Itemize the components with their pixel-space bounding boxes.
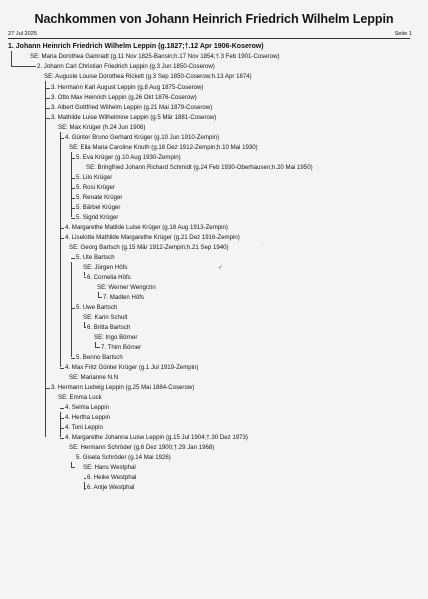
descendant-entry: 5. Uwe Bartsch [76,304,118,311]
tree-connector [45,88,50,89]
tree-connector [95,347,100,348]
page-number: Seite 1 [394,31,412,37]
spouse-entry: SE: Jürgen Höfs [83,264,128,271]
scan-speck: · [262,241,264,247]
descendant-entry: 5. Eva Krüger (g.10 Aug 1930-Zempin) [76,154,181,161]
tree-connector [71,258,75,259]
spouse-entry: SE: Hermann Schröder (g.6 Dez 1900;†.29 Jan 1968) [69,444,215,451]
descendant-entry: 4. Günter Bruno Gerhard Krüger (g.10 Jun 1910-Zempin) [65,134,220,141]
descendant-entry: 3. Mathilde Luise Wilhelmine Leppin (g.5 Mär 1881-Coserow) [51,114,217,121]
descendant-entry: 3. Albert Gottfried Wilhelm Leppin (g.21 Mai 1879-Coserow) [51,104,213,111]
descendant-entry: 2. Johann Carl Christian Friedrich Leppin (g.3 Jun 1850-Coserow) [37,63,215,70]
tree-connector [84,488,86,489]
descendant-entry: 7. Thim Börner [101,344,142,351]
tree-connector [45,81,46,437]
tree-connector [60,428,64,429]
tree-connector [71,198,75,199]
descendant-entry: 4. Max Fritz Günter Krüger (g.1 Jul 1919-Zempin) [65,364,199,371]
scan-speck: ✓ [218,265,224,271]
tree-connector [60,438,64,439]
descendant-entry: 5. Benno Bartsch [76,354,123,361]
descendant-entry: 5. Rosi Krüger [76,184,115,191]
descendant-entry: 5. Bärbel Krüger [76,204,121,211]
tree-connector [60,228,64,229]
tree-connector [60,238,64,239]
tree-connector [45,118,50,119]
tree-connector [98,297,102,298]
tree-connector [71,467,75,468]
tree-connector [60,132,61,367]
spouse-entry: SE: Georg Bartsch (g.15 Mär 1912-Zempin;h.21 Sep 1940) [69,244,229,251]
tree-connector [71,188,75,189]
descendant-entry: 3. Hermann Ludwig Leppin (g.25 Mai 1884-Coserow) [51,384,195,391]
descendant-entry: 6. Heike Westphal [87,474,137,481]
descendant-entry: 1. Johann Heinrich Friedrich Wilhelm Leppin (g.1827;†.12 Apr 1906-Koserow) [8,43,264,50]
descendant-entry: 4. Hertha Leppin [65,414,111,421]
spouse-entry: SE: Ella Maria Caroline Knuth (g.18 Dez 1912-Zempin;h.10 Mai 1930) [69,144,258,151]
tree-connector [84,327,86,328]
tree-connector [45,388,50,389]
spouse-entry: SE: Maria Dorothea Gamradt (g.11 Nov 1825-Bansin;h.17 Nov 1854;†.3 Feb 1901-Coserow) [30,53,280,60]
report-title: Nachkommen von Johann Heinrich Friedrich Wilhelm Leppin [34,12,394,26]
spouse-entry: SE: Max Krüger (h.24 Jun 1906) [58,124,146,131]
descendant-entry: 3. Hermann Karl August Leppin (g.8 Aug 1875-Coserow) [51,84,204,91]
tree-connector [60,138,64,139]
descendant-entry: 6. Antje Westphal [87,484,135,491]
tree-connector [45,108,50,109]
descendant-entry: 4. Margarethe Johanna Luise Leppin (g.15 Jul 1904;†.30 Dez 1973) [65,434,248,441]
spouse-entry: SE: Emma Luck [58,394,102,401]
spouse-entry: SE: Marianne N.N [69,374,119,381]
report-date: 27 Jul 2025 [8,31,37,37]
descendant-entry: 5. Ute Bartsch [76,254,115,261]
tree-connector [60,408,64,409]
descendant-entry: 7. Madlen Höfs [103,294,144,301]
spouse-entry: SE: Bringfried Johann Richard Schmidt (g.24 Feb 1930-Oberhausen;h.20 Mai 1950) [86,164,313,171]
tree-connector [71,178,75,179]
tree-connector [11,66,36,67]
tree-connector [45,98,50,99]
tree-connector [71,358,75,359]
descendant-entry: 6. Britta Bartsch [87,324,131,331]
spouse-entry: SE: Hans Westphal [83,464,136,471]
spouse-entry: SE: Auguste Louise Dorothea Rickelt (g.3 Sep 1850-Coserow;h.13 Apr 1874) [44,73,252,80]
tree-connector [84,277,86,278]
tree-connector [11,51,12,66]
tree-connector [84,272,85,276]
tree-connector [71,308,75,309]
descendant-entry: 5. Lilo Krüger [76,174,113,181]
tree-connector [60,418,64,419]
descendant-entry: 4. Selma Leppin [65,404,110,411]
tree-connector [71,208,75,209]
descendant-entry: 4. Toni Leppin [65,424,103,431]
descendant-entry: 5. Sigrid Krüger [76,214,119,221]
descendant-entry: 5. Gisela Schröder (g.14 Mai 1926) [76,454,171,461]
descendant-entry: 6. Cornelia Höfs [87,274,131,281]
descendant-entry: 3. Otto Max Heinrich Leppin (g.26 Okt 1876-Coserow) [51,94,197,101]
tree-connector [71,262,72,357]
descendant-entry: 4. Margarethe Matilde Luise Krüger (g.18 Aug 1913-Zempin) [65,224,228,231]
tree-connector [71,158,75,159]
spouse-entry: SE: Ingo Börner [94,334,138,341]
tree-connector [84,478,86,479]
tree-connector [60,412,61,437]
spouse-entry: SE: Werner Wengrzin [97,284,156,291]
spouse-entry: SE: Karin Schult [83,314,128,321]
descendant-entry: 5. Renate Krüger [76,194,123,201]
tree-connector [60,368,64,369]
descendant-entry: 4. Liselotte Mathilde Margarethe Krüger (g.21 Dez 1916-Zempin) [65,234,240,241]
tree-connector [71,218,75,219]
